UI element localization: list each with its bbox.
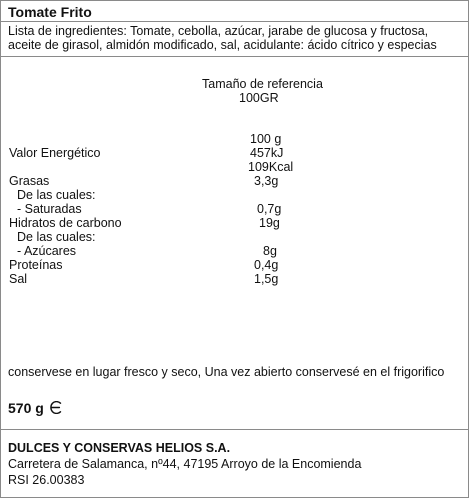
ingredients-line-2: aceite de girasol, almidón modificado, sal, acidulante: ácido cítrico y especias xyxy=(8,38,437,52)
net-weight: 570 g xyxy=(8,400,44,416)
nutrition-per-amount: 100 g xyxy=(250,132,282,146)
nutrient-value-saturates: 0,7g xyxy=(257,202,282,216)
nutrient-label-sugars: - Azúcares xyxy=(17,244,77,258)
energy-label: Valor Energético xyxy=(9,146,101,160)
nutrient-label-salt: Sal xyxy=(9,272,28,286)
reference-heading: Tamaño de referencia xyxy=(202,77,323,91)
manufacturer-name: DULCES Y CONSERVAS HELIOS S.A. xyxy=(8,441,231,455)
nutrient-value-carbohydrates: 19g xyxy=(259,216,280,230)
nutrient-label-fat: Grasas xyxy=(9,174,50,188)
nutrient-label-carbohydrates: Hidratos de carbono xyxy=(9,216,122,230)
title-divider xyxy=(1,21,468,22)
product-title: Tomate Frito xyxy=(8,4,92,20)
nutrient-value-fat: 3,3g xyxy=(254,174,279,188)
nutrient-label-protein: Proteínas xyxy=(9,258,63,272)
nutrient-label-fat-of-which: De las cuales: xyxy=(17,188,96,202)
storage-instructions: conservese en lugar fresco y seco, Una vez abierto conservesé en el frigorifico xyxy=(8,365,445,379)
reference-amount: 100GR xyxy=(239,91,279,105)
estimated-sign-icon xyxy=(50,401,62,414)
weight-divider xyxy=(1,429,468,430)
nutrient-value-salt: 1,5g xyxy=(254,272,279,286)
energy-kcal-value: 109Kcal xyxy=(248,160,294,174)
ingredients-line-1: Lista de ingredientes: Tomate, cebolla, azúcar, jarabe de glucosa y fructosa, xyxy=(8,24,429,38)
manufacturer-address: Carretera de Salamanca, nº44, 47195 Arroyo de la Encomienda xyxy=(8,457,362,471)
ingredients-divider xyxy=(1,56,468,57)
nutrient-label-saturates: - Saturadas xyxy=(17,202,82,216)
energy-kj-value: 457kJ xyxy=(250,146,284,160)
nutrient-value-sugars: 8g xyxy=(263,244,277,258)
manufacturer-rsi: RSI 26.00383 xyxy=(8,473,85,487)
nutrient-label-carbs-of-which: De las cuales: xyxy=(17,230,96,244)
nutrient-value-protein: 0,4g xyxy=(254,258,279,272)
